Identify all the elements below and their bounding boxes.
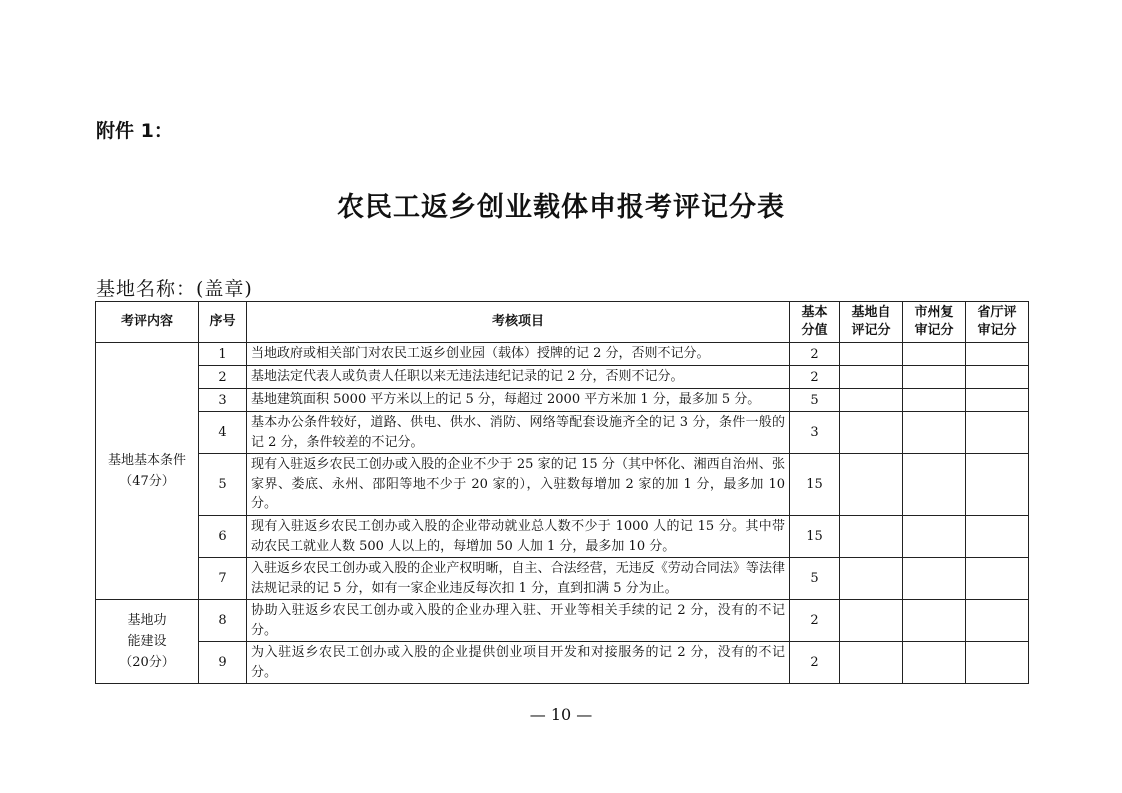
header-seq: 序号 [199,302,247,343]
self-score-cell[interactable] [840,516,903,558]
table-row [96,454,1029,516]
row-base-score: 5 [790,389,840,412]
table-row [96,558,1029,600]
self-score-cell[interactable] [840,600,903,642]
province-score-cell[interactable] [966,454,1029,516]
city-score-cell[interactable] [903,389,966,412]
city-score-cell[interactable] [903,454,966,516]
self-score-cell[interactable] [840,366,903,389]
row-item: 现有入驻返乡农民工创办或入股的企业不少于 25 家的记 15 分（其中怀化、湘西自治州、张家界、娄底、永州、邵阳等地不少于 20 家的），入驻数每增加 2 家的加 1 分，最多加 10 分。 [247,454,790,516]
city-score-cell[interactable] [903,558,966,600]
header-city-score: 市州复 审记分 [903,302,966,343]
row-seq: 2 [199,366,247,389]
document-title: 农民工返乡创业载体申报考评记分表 [337,192,785,223]
province-score-cell[interactable] [966,412,1029,454]
row-item: 基地建筑面积 5000 平方米以上的记 5 分，每超过 2000 平方米加 1 分，最多加 5 分。 [247,389,790,412]
attachment-label: 附件 1： [96,120,173,142]
row-item: 现有入驻返乡农民工创办或入股的企业带动就业总人数不少于 1000 人的记 15 分。其中带动农民工就业人数 500 人以上的，每增加 50 人加 1 分，最多加 10 分。 [247,516,790,558]
city-score-cell[interactable] [903,343,966,366]
page-number: — 10 — [529,705,593,724]
row-base-score: 15 [790,454,840,516]
row-base-score: 2 [790,343,840,366]
header-base-score: 基本 分值 [790,302,840,343]
row-item: 协助入驻返乡农民工创办或入股的企业办理入驻、开业等相关手续的记 2 分，没有的不记分。 [247,600,790,642]
row-base-score: 5 [790,558,840,600]
province-score-cell[interactable] [966,389,1029,412]
row-base-score: 2 [790,600,840,642]
header-self-score: 基地自 评记分 [840,302,903,343]
self-score-cell[interactable] [840,412,903,454]
city-score-cell[interactable] [903,366,966,389]
row-item: 基地法定代表人或负责人任职以来无违法违纪记录的记 2 分，否则不记分。 [247,366,790,389]
category-basic-conditions: 基地基本条件 （47分） [96,343,199,600]
row-base-score: 2 [790,366,840,389]
category-function-building: 基地功 能建设 （20分） [96,600,199,684]
base-name-label: 基地名称：(盖章) [96,278,253,300]
province-score-cell[interactable] [966,366,1029,389]
row-seq: 9 [199,642,247,684]
row-base-score: 2 [790,642,840,684]
row-seq: 4 [199,412,247,454]
city-score-cell[interactable] [903,600,966,642]
city-score-cell[interactable] [903,516,966,558]
row-seq: 5 [199,454,247,516]
header-province-score: 省厅评 审记分 [966,302,1029,343]
table-row [96,343,1029,366]
self-score-cell[interactable] [840,454,903,516]
city-score-cell[interactable] [903,642,966,684]
row-item: 为入驻返乡农民工创办或入股的企业提供创业项目开发和对接服务的记 2 分，没有的不记分。 [247,642,790,684]
province-score-cell[interactable] [966,558,1029,600]
row-seq: 3 [199,389,247,412]
province-score-cell[interactable] [966,642,1029,684]
table-row [96,642,1029,684]
self-score-cell[interactable] [840,343,903,366]
table-row [96,366,1029,389]
header-row [96,302,1029,343]
header-category: 考评内容 [96,302,199,343]
row-seq: 7 [199,558,247,600]
self-score-cell[interactable] [840,389,903,412]
row-seq: 1 [199,343,247,366]
table-row [96,516,1029,558]
province-score-cell[interactable] [966,600,1029,642]
row-item: 当地政府或相关部门对农民工返乡创业园（载体）授牌的记 2 分，否则不记分。 [247,343,790,366]
row-item: 基本办公条件较好，道路、供电、供水、消防、网络等配套设施齐全的记 3 分，条件一般的记 2 分，条件较差的不记分。 [247,412,790,454]
self-score-cell[interactable] [840,558,903,600]
row-base-score: 15 [790,516,840,558]
table-row [96,412,1029,454]
header-item: 考核项目 [247,302,790,343]
table-row [96,389,1029,412]
row-seq: 8 [199,600,247,642]
province-score-cell[interactable] [966,516,1029,558]
self-score-cell[interactable] [840,642,903,684]
row-item: 入驻返乡农民工创办或入股的企业产权明晰，自主、合法经营，无违反《劳动合同法》等法律法规记录的记 5 分，如有一家企业违反每次扣 1 分，直到扣满 5 分为止。 [247,558,790,600]
row-base-score: 3 [790,412,840,454]
table-row [96,600,1029,642]
row-seq: 6 [199,516,247,558]
scoring-table [95,301,1029,684]
city-score-cell[interactable] [903,412,966,454]
province-score-cell[interactable] [966,343,1029,366]
